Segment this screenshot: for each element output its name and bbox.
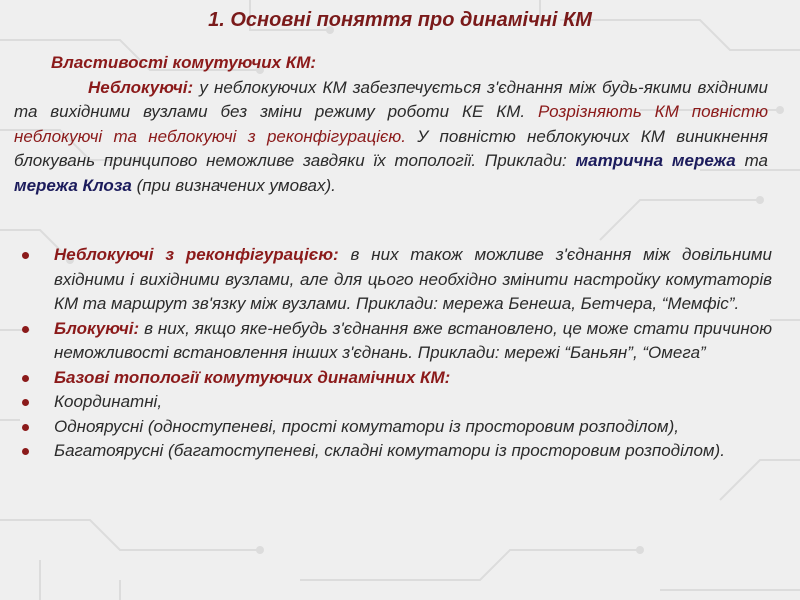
bullet-label: Неблокуючі з реконфігурацією:	[54, 245, 339, 264]
main-paragraph	[14, 51, 768, 198]
bullet-text: Одноярусні (одноступеневі, прості комутатори із просторовим розподілом),	[54, 416, 679, 436]
bullet-icon	[22, 326, 29, 333]
bullet-label: Блокуючі:	[54, 318, 140, 338]
bullet-icon	[22, 448, 29, 455]
list-item	[22, 439, 772, 464]
list-item	[22, 317, 772, 366]
bullet-icon	[22, 375, 29, 382]
nonblocking-text-3: У повністю неблокуючих КМ виникнення блокувань принципово неможливе завдяки їх топології. Приклади:	[14, 126, 769, 170]
nonblocking-text-2: Розрізняють КМ повністю неблокуючі та неблокуючі з реконфігурацією.	[14, 102, 768, 146]
nonblocking-text-1: у неблокуючих КМ забезпечується з'єднання між будь-якими вхідними та вихідними вузлами без зміни режиму роботи КЕ КМ.	[14, 77, 768, 121]
bullet-text: в них також можливе з'єднання між довільними вхідними і вихідними вузлами, але для цього необхідно змінити настройку комутаторів КМ та маршрут зв'язку між вузлами. Приклади: мережа Бенеша, Бетчера, “Мемфіс”.	[54, 245, 773, 313]
paragraph-tail: (при визначених умовах).	[131, 175, 336, 195]
example-matrix-network: матрична мережа	[575, 151, 736, 170]
list-item	[22, 390, 772, 415]
bullet-label: Базові топології комутуючих динамічних КМ:	[54, 367, 451, 387]
list-item	[22, 243, 772, 317]
nonblocking-intro	[14, 78, 768, 195]
nonblocking-label: Неблокуючі:	[88, 77, 194, 97]
bullet-text: в них, якщо яке-небудь з'єднання вже встановлено, це може стати причиною неможливості встановлення інших з'єднань. Приклади: мережі “Баньян”, “Омега”	[54, 318, 772, 362]
list-item	[22, 415, 772, 440]
bullet-icon	[22, 424, 29, 431]
list-item	[22, 366, 772, 391]
bullet-icon	[22, 252, 29, 259]
bullet-text: Багатоярусні (багатоступеневі, складні комутатори із просторовим розподілом).	[54, 441, 725, 460]
example-clos-network: мережа Клоза	[14, 175, 132, 195]
and-connector: та	[735, 151, 768, 170]
properties-heading: Властивості комутуючих КМ:	[51, 53, 317, 72]
slide-title: 1. Основні поняття про динамічні КМ	[208, 9, 592, 31]
bullet-icon	[22, 399, 29, 406]
bullet-list	[22, 243, 772, 464]
bullet-text: Координатні,	[54, 392, 163, 411]
